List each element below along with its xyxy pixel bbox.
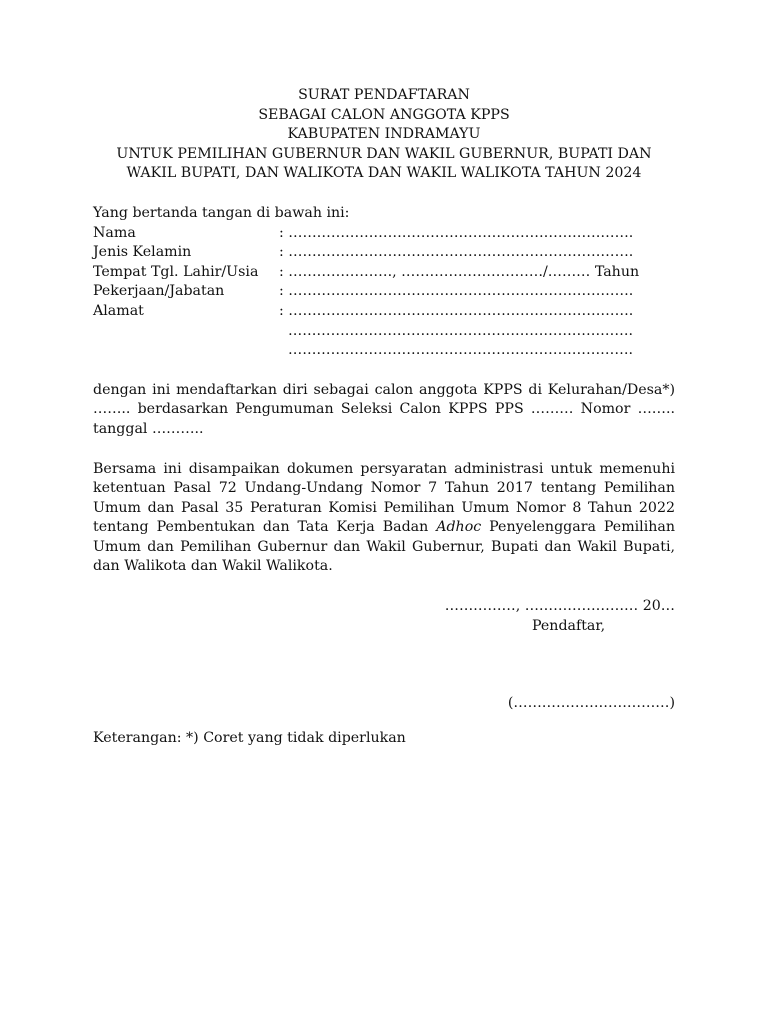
title-line: SEBAGAI CALON ANGGOTA KPPS	[258, 106, 510, 123]
documents-statement-part: Penyelenggara Pemilihan Umum dan Pemilihan Gubernur dan Wakil Gubernur, Bupati dan Wakil Bupati, dan Walikota dan Wakil Walikota.	[93, 519, 675, 575]
field-blank: : …………………., …………………………/……… Tahun	[279, 263, 640, 280]
field-label: Alamat	[93, 302, 144, 319]
field-blank: : ……………………………………………………………….	[279, 244, 634, 261]
field-row-nama	[93, 224, 675, 244]
signature-role: Pendaftar,	[532, 617, 606, 634]
documents-statement	[93, 460, 675, 578]
field-blank: : ……………………………………………………………….	[279, 283, 634, 300]
signature-place-date: ……………, …………………… 20…	[444, 598, 675, 615]
field-blank: : ……………………………………………………………….	[279, 224, 634, 241]
address-continuation-line: ……………………………………………………………….	[288, 342, 634, 359]
field-row-tempat-tgl-lahir	[93, 263, 675, 283]
field-row-jenis-kelamin	[93, 243, 675, 263]
field-label: Jenis Kelamin	[93, 244, 192, 261]
documents-statement-part: Bersama ini disampaikan dokumen persyaratan administrasi untuk memenuhi ketentuan Pasal 72 Undang-Undang Nomor 7 Tahun 2017 tentang Pemilihan Umum dan Pasal 35 Peraturan Komisi Pemilihan Umum Nomor 8 Tahun 2022 tentang Pembentukan dan Tata Kerja Badan	[93, 460, 675, 536]
address-continuation-line: ……………………………………………………………….	[288, 322, 634, 339]
signature-name-placeholder: (……………………………)	[507, 695, 675, 712]
field-label: Tempat Tgl. Lahir/Usia	[93, 263, 259, 280]
field-row-alamat	[93, 302, 675, 322]
letter-title	[93, 86, 675, 184]
title-line: UNTUK PEMILIHAN GUBERNUR DAN WAKIL GUBERNUR, BUPATI DAN	[116, 145, 652, 162]
registration-letter	[93, 86, 675, 748]
documents-statement-italic: Adhoc	[436, 519, 482, 536]
title-line: WAKIL BUPATI, DAN WALIKOTA DAN WAKIL WALIKOTA TAHUN 2024	[126, 165, 642, 182]
title-line: KABUPATEN INDRAMAYU	[287, 126, 481, 143]
field-label: Pekerjaan/Jabatan	[93, 283, 225, 300]
registration-statement: dengan ini mendaftarkan diri sebagai calon anggota KPPS di Kelurahan/Desa*) …….. berdasarkan Pengumuman Seleksi Calon KPPS PPS ……… Nomor …….. tanggal ………..	[93, 381, 675, 437]
footnote: Keterangan: *) Coret yang tidak diperlukan	[93, 729, 406, 746]
applicant-fields	[93, 224, 675, 361]
field-label: Nama	[93, 224, 136, 241]
field-row-pekerjaan	[93, 282, 675, 302]
intro-text: Yang bertanda tangan di bawah ini:	[93, 204, 350, 221]
field-blank: : ……………………………………………………………….	[279, 302, 634, 319]
title-line: SURAT PENDAFTARAN	[298, 87, 470, 103]
